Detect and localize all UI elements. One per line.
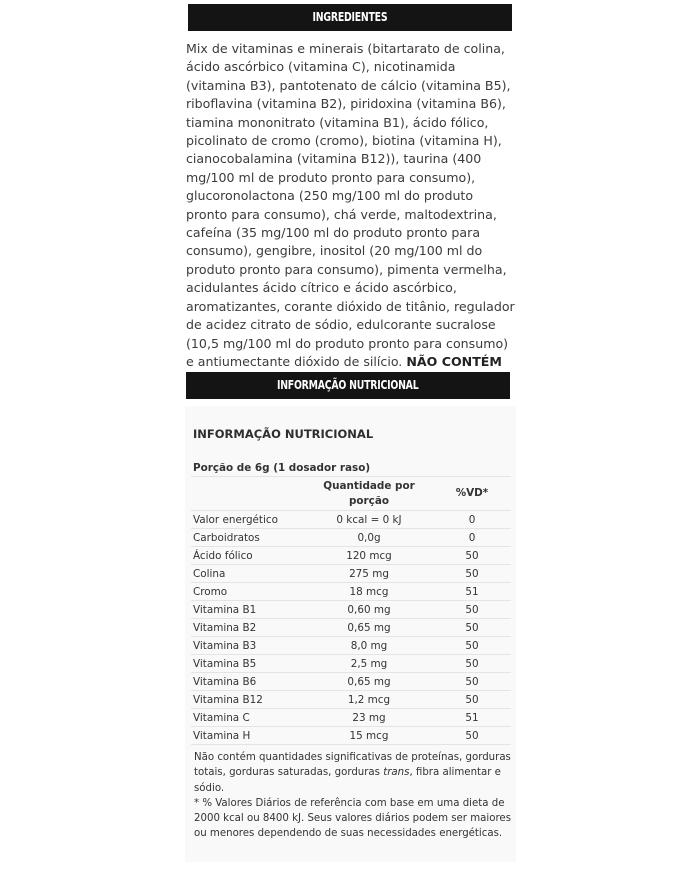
table-header-row [191, 477, 511, 511]
footnote-trans: trans [383, 767, 410, 779]
ingredients-header [188, 4, 512, 31]
nutrient-quantity: 275 mg [305, 565, 433, 583]
nutrient-quantity: 120 mcg [305, 547, 433, 565]
nutrient-name: Valor energético [191, 511, 305, 529]
nutrient-name: Ácido fólico [191, 547, 305, 565]
table-row [191, 619, 511, 637]
table-row [191, 565, 511, 583]
nutrient-quantity: 0,60 mg [305, 601, 433, 619]
nutrient-vd: 0 [433, 511, 511, 529]
table-row [191, 637, 511, 655]
table-row [191, 655, 511, 673]
ingredients-header-label: INGREDIENTES [312, 10, 388, 24]
nutrition-table [191, 459, 511, 745]
nutrient-name: Vitamina B1 [191, 601, 305, 619]
nutrient-quantity: 18 mcg [305, 583, 433, 601]
nutrient-vd: 50 [433, 691, 511, 709]
nutrient-vd: 50 [433, 637, 511, 655]
nutrient-name: Vitamina B3 [191, 637, 305, 655]
nutrient-quantity: 8,0 mg [305, 637, 433, 655]
nutrient-quantity: 1,2 mcg [305, 691, 433, 709]
nutrient-quantity: 0,65 mg [305, 673, 433, 691]
nutrition-panel [185, 406, 516, 862]
header-quantity: Quantidade por porção [305, 477, 433, 511]
nutrient-vd: 50 [433, 565, 511, 583]
header-vd: %VD* [433, 477, 511, 511]
nutrient-vd: 51 [433, 709, 511, 727]
nutrition-header-label: INFORMAÇÃO NUTRICIONAL [277, 378, 419, 392]
nutrient-name: Vitamina B5 [191, 655, 305, 673]
nutrient-quantity: 23 mg [305, 709, 433, 727]
nutrient-quantity: 15 mcg [305, 727, 433, 745]
nutrition-header [186, 372, 510, 399]
gluten-notice: NÃO CONTÉM [406, 353, 502, 369]
nutrient-name: Colina [191, 565, 305, 583]
footnotes [194, 750, 512, 842]
nutrient-vd: 0 [433, 529, 511, 547]
header-blank [191, 477, 305, 511]
nutrient-vd: 50 [433, 601, 511, 619]
nutrient-vd: 50 [433, 619, 511, 637]
nutrient-name: Vitamina B12 [191, 691, 305, 709]
table-row [191, 583, 511, 601]
nutrient-quantity: 0 kcal = 0 kJ [305, 511, 433, 529]
portion-row [191, 459, 511, 477]
footnote-nutrients [194, 750, 512, 796]
nutrient-vd: 50 [433, 727, 511, 745]
nutrient-quantity: 0,0g [305, 529, 433, 547]
nutrient-name: Carboidratos [191, 529, 305, 547]
portion-label: Porção de 6g (1 dosador raso) [191, 459, 511, 477]
ingredients-text [186, 40, 518, 390]
table-row [191, 529, 511, 547]
nutrient-quantity: 2,5 mg [305, 655, 433, 673]
ingredients-body: Mix de vitaminas e minerais (bitartarato de colina, ácido ascórbico (vitamina C), nicotinamida (vitamina B3), pantotenato de cálcio (vitamina B5), riboflavina (vitamina B2), piridoxina (vitamina B6), tiamina mononitrato (vitamina B1), ácido fólico, picolinato de cromo (cromo), biotina (vitamina H), cianocobalamina (vitamina B12)), taurina (400 mg/100 ml de produto pronto para consumo), glucoronolactona (250 mg/100 ml do produto pronto para consumo), chá verde, maltodextrina, cafeína (35 mg/100 ml do produto pronto para consumo), gengibre, inositol (20 mg/100 ml do produto pronto para consumo), pimenta vermelha, acidulantes ácido cítrico e ácido ascórbico, aromatizantes, corante dióxido de titânio, regulador de acidez citrato de sódio, edulcorante sucralose (10,5 mg/100 ml do produto pronto para consumo) e antiumectante dióxido de silício. [186, 41, 515, 369]
nutrient-name: Vitamina H [191, 727, 305, 745]
table-row [191, 727, 511, 745]
nutrient-name: Vitamina C [191, 709, 305, 727]
footnote-nutrients-end: , fibra alimentar e sódio. [194, 767, 501, 794]
table-row [191, 547, 511, 565]
nutrient-vd: 50 [433, 655, 511, 673]
table-row [191, 709, 511, 727]
table-row [191, 691, 511, 709]
nutrient-vd: 51 [433, 583, 511, 601]
nutrient-name: Cromo [191, 583, 305, 601]
footnote-vd: * % Valores Diários de referência com base em uma dieta de 2000 kcal ou 8400 kJ. Seus valores diários podem ser maiores ou menores dependendo de suas necessidades energéticas. [194, 797, 512, 840]
table-row [191, 601, 511, 619]
panel-title: INFORMAÇÃO NUTRICIONAL [193, 427, 374, 441]
table-row [191, 673, 511, 691]
nutrient-vd: 50 [433, 673, 511, 691]
nutrient-name: Vitamina B2 [191, 619, 305, 637]
footnote-nutrients-text: Não contém quantidades significativas de proteínas, gorduras totais, gorduras saturadas, gorduras [194, 752, 511, 779]
nutrient-vd: 50 [433, 547, 511, 565]
table-row [191, 511, 511, 529]
nutrient-name: Vitamina B6 [191, 673, 305, 691]
nutrient-quantity: 0,65 mg [305, 619, 433, 637]
